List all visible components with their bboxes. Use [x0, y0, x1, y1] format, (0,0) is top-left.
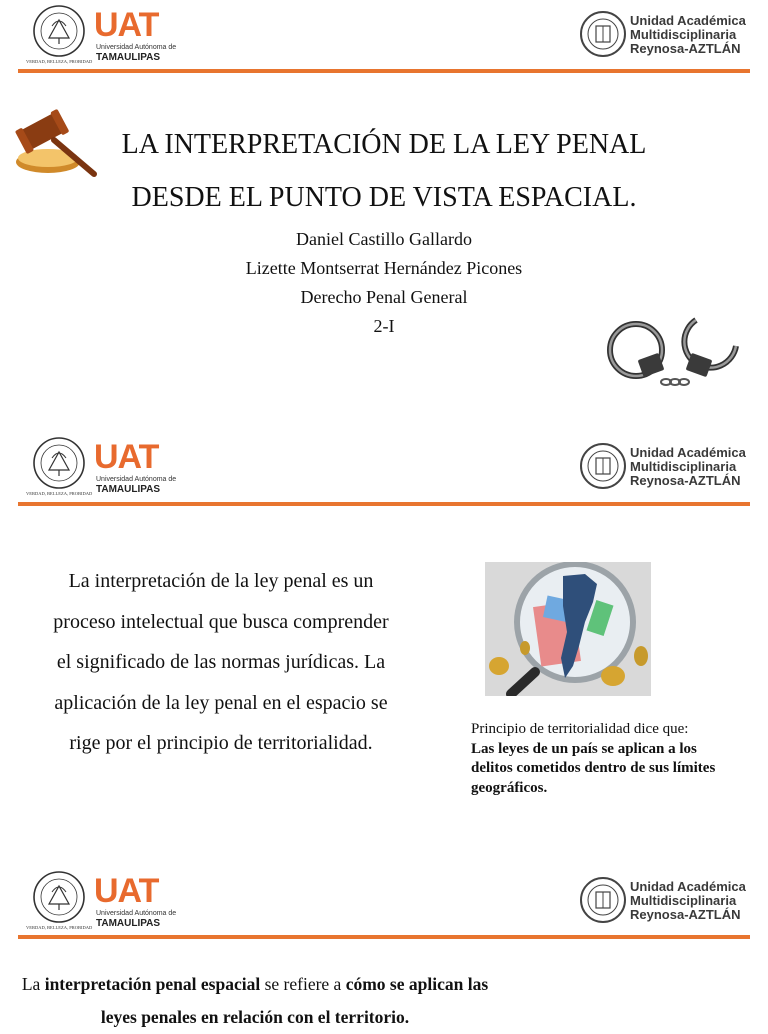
slide-title-line2: DESDE EL PUNTO DE VISTA ESPACIAL. — [131, 182, 637, 213]
uat-subtitle-bold: TAMAULIPAS — [96, 52, 161, 63]
uat-logo-text: UAT — [94, 6, 159, 44]
uat-seal-icon — [32, 4, 86, 58]
uam-seal-icon — [579, 442, 627, 490]
author-1: Daniel Castillo Gallardo — [296, 229, 472, 249]
uat-logo-text: UAT — [94, 438, 159, 476]
header-banner — [0, 432, 768, 512]
uat-logo-text: UAT — [94, 872, 159, 910]
uam-logo-text: Unidad Académica Multidisciplinaria Reynosa-AZTLÁN — [630, 445, 746, 488]
uat-motto: VERDAD, BELLEZA, PROBIDAD — [26, 491, 93, 496]
course-name: Derecho Penal General — [300, 287, 468, 307]
uam-seal-icon — [579, 10, 627, 58]
uat-subtitle-bold: TAMAULIPAS — [96, 918, 161, 929]
slide-paragraph: La interpretación de la ley penal es un proceso intelectual que busca comprender el significado de las normas jurídicas. La aplicación de la ley penal en el espacio se rige por el principio de territorialidad. — [53, 570, 389, 754]
uat-seal-icon — [32, 870, 86, 924]
slide-title-line1: LA INTERPRETACIÓN DE LA LEY PENAL — [121, 129, 647, 160]
uat-subtitle-bold: TAMAULIPAS — [96, 484, 161, 495]
header-rule — [18, 69, 750, 73]
group-label: 2-I — [373, 316, 395, 336]
caption-intro: Principio de territorialidad dice que: — [471, 721, 689, 737]
header-rule — [18, 935, 750, 939]
uat-motto: VERDAD, BELLEZA, PROBIDAD — [26, 925, 93, 930]
uat-subtitle: Universidad Autónoma de — [96, 910, 177, 917]
uam-logo-text: Unidad Académica Multidisciplinaria Reynosa-AZTLÁN — [630, 879, 746, 922]
header-rule — [18, 502, 750, 506]
author-2: Lizette Montserrat Hernández Picones — [245, 258, 523, 278]
uat-subtitle: Universidad Autónoma de — [96, 44, 177, 51]
magnifier-map-icon — [485, 562, 651, 696]
header-banner — [0, 866, 768, 946]
uat-motto: VERDAD, BELLEZA, PROBIDAD — [26, 59, 93, 64]
caption-statement: Las leyes de un país se aplican a los delitos cometidos dentro de sus límites geográficos. — [471, 740, 716, 796]
uam-logo-text: Unidad Académica Multidisciplinaria Reynosa-AZTLÁN — [630, 13, 746, 56]
slide3-paragraph: La interpretación penal espacial se refiere a cómo se aplican las leyes penales en relación con el territorio. — [21, 974, 489, 1027]
uam-seal-icon — [579, 876, 627, 924]
uat-subtitle: Universidad Autónoma de — [96, 476, 177, 483]
header-banner — [0, 0, 768, 80]
uat-seal-icon — [32, 436, 86, 490]
territoriality-caption — [471, 720, 741, 798]
handcuffs-icon — [600, 310, 744, 394]
